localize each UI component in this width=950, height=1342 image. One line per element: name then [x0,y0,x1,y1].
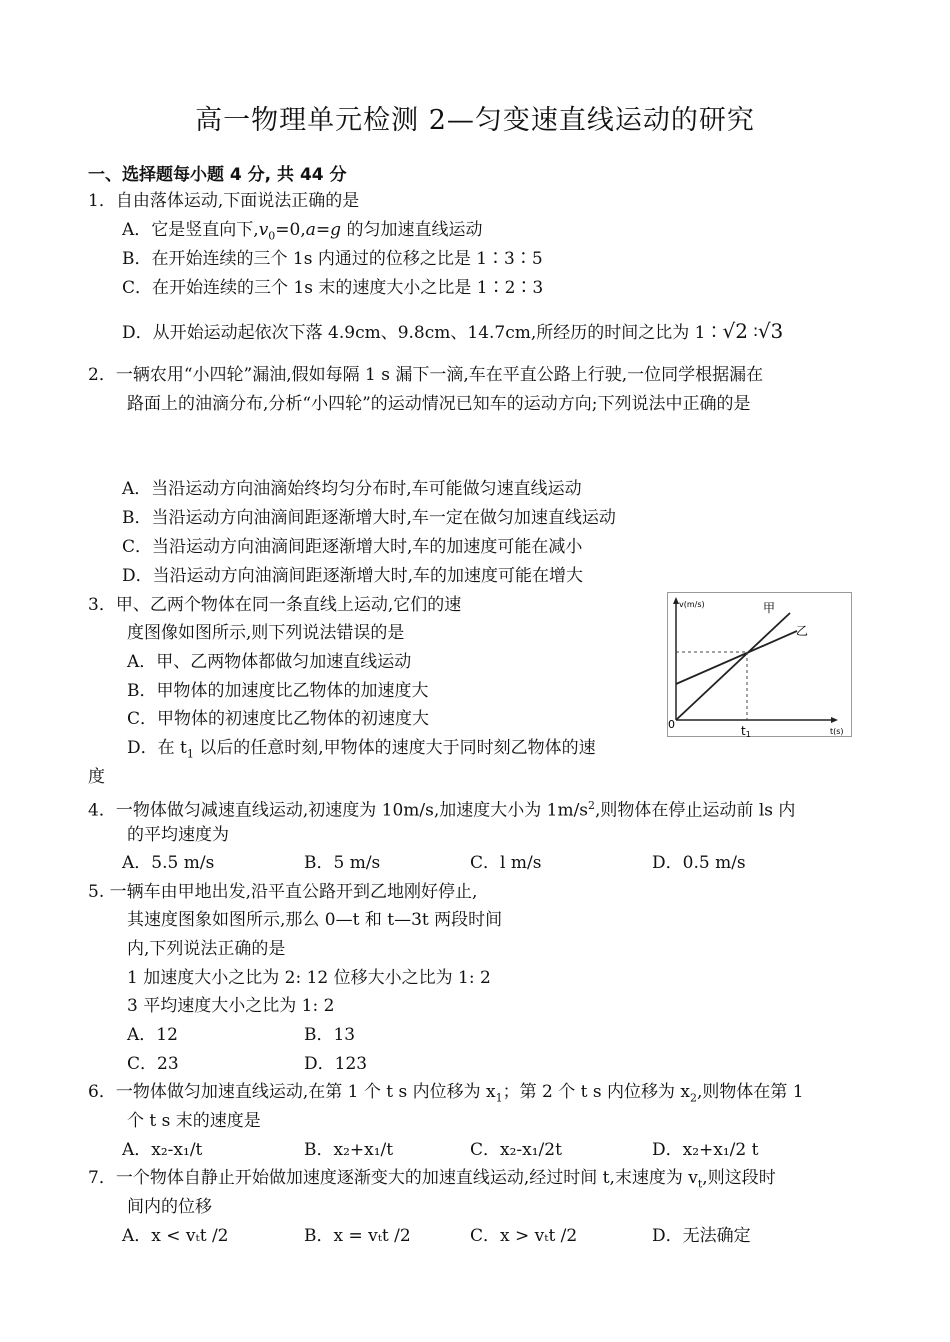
q6-l1-pre: 6．一物体做匀加速直线运动,在第 1 个 t s 内位移为 x [88,1082,496,1102]
q6-option-c: C．x₂-x₁/2t [470,1140,562,1160]
q7-option-c: C．x > vₜt /2 [470,1226,578,1246]
q6-l1-sub1: 1 [495,1091,503,1105]
q2-line-2: 路面上的油滴分布,分析“小四轮”的运动情况已知车的运动方向;下列说法中正确的是 [127,394,751,414]
label-t1-t: t [741,724,746,737]
label-yi: 乙 [796,624,809,638]
q6-l1-sub2: 2 [690,1091,697,1105]
q1-a-sub: 0 [268,229,276,243]
page-title: 高一物理单元检测 2—匀变速直线运动的研究 [195,105,755,136]
q2-option-d: D．当沿运动方向油滴间距逐渐增大时,车的加速度可能在增大 [122,566,584,586]
q1-d-colon: ∶ [747,323,758,343]
q5-line-2: 其速度图象如图所示,那么 0—t 和 t—3t 两段时间 [127,910,503,930]
q5-line-3: 内,下列说法正确的是 [127,939,286,959]
q6-line-2: 个 t s 末的速度是 [127,1111,261,1131]
graph-xlabel: t(s) [830,727,844,736]
q1-a-pre: A．它是竖直向下, [122,220,259,240]
q2-option-b: B．当沿运动方向油滴间距逐渐增大时,车一定在做匀加速直线运动 [122,508,616,528]
q1-a-g: g [330,220,342,240]
q4-option-b: B．5 m/s [304,853,381,873]
sqrt3: √3 [757,319,784,343]
q1-stem: 1．自由落体运动,下面说法正确的是 [88,191,360,211]
q1-d-pre: D．从开始运动起依次下落 4.9cm、9.8cm、14.7cm,所经历的时间之比为 1∶ [122,323,723,343]
q4-option-a: A．5.5 m/s [122,853,215,873]
label-t1-sub: 1 [745,730,751,737]
q3-option-d [127,737,596,765]
q6-l1-mid: ；第 2 个 t s 内位移为 x [502,1082,690,1102]
q5-option-c: C．23 [127,1054,179,1074]
q6-option-a: A．x₂-x₁/t [122,1140,203,1160]
q7-l1-sub: t [697,1177,703,1191]
q3-line-2: 度图像如图所示,则下列说法错误的是 [127,623,405,643]
q5-line-4: 1 加速度大小之比为 2: 12 位移大小之比为 1: 2 [127,968,491,988]
q4-l1-sup: 2 [588,799,596,812]
q1-a-v: v [258,220,269,240]
q6-option-d: D．x₂+x₁/2 t [652,1140,759,1160]
q1-option-a [122,219,482,247]
q4-option-d: D．0.5 m/s [652,853,746,873]
q7-option-b: B．x = vₜt /2 [304,1226,411,1246]
q3-d-pre: D．在 t [127,738,187,758]
q7-l1-pre: 7．一个物体自静止开始做加速度逐渐变大的加速直线运动,经过时间 t,末速度为 v [88,1168,698,1188]
q7-line-1 [88,1167,776,1195]
q3-option-a: A．甲、乙两物体都做匀加速直线运动 [127,652,412,672]
label-jia: 甲 [763,601,776,615]
q1-option-b: B．在开始连续的三个 1s 内通过的位移之比是 1∶3∶5 [122,249,543,269]
q1-a-eq: = [315,220,331,240]
graph-frame [668,593,852,737]
q6-l1-post: ,则物体在第 1 [697,1082,804,1102]
q3-option-d-tail: 度 [88,767,105,787]
q1-a-mid: =0, [275,220,306,240]
q3-d-post: 以后的任意时刻,甲物体的速度大于同时刻乙物体的速 [193,738,596,758]
q1-a-a: a [305,220,316,240]
q2-option-c: C．当沿运动方向油滴间距逐渐增大时,车的加速度可能在减小 [122,537,583,557]
q3-option-c: C．甲物体的初速度比乙物体的初速度大 [127,709,430,729]
section-heading: 一、选择题每小题 4 分, 共 44 分 [88,165,347,185]
q1-a-post: 的匀加速直线运动 [341,220,483,240]
sqrt2: √2 [722,319,748,343]
q5-option-b: B．13 [304,1025,356,1045]
q5-line-5: 3 平均速度大小之比为 1: 2 [127,996,335,1016]
q7-line-2: 间内的位移 [127,1197,212,1217]
q4-l1-post: ,则物体在停止运动前 ls 内 [595,800,796,821]
q6-line-1 [88,1081,804,1109]
q4-line-2: 的平均速度为 [127,825,229,845]
q4-l1-pre: 4．一物体做匀减速直线运动,初速度为 10m/s,加速度大小为 1m/s [88,800,589,821]
q4-option-c: C．l m/s [470,853,542,873]
q2-option-a: A．当沿运动方向油滴始终均匀分布时,车可能做匀速直线运动 [122,479,582,499]
q5-line-1: 5. 一辆车由甲地出发,沿平直公路开到乙地刚好停止, [88,882,478,902]
q3-d-sub: 1 [186,747,194,761]
graph-ylabel: v(m/s) [679,600,705,609]
q6-option-b: B．x₂+x₁/t [304,1140,394,1160]
q7-option-d: D．无法确定 [652,1226,751,1246]
q5-option-d: D．123 [304,1054,368,1074]
q1-option-d [122,320,783,344]
velocity-time-graph [667,592,852,737]
q3-option-b: B．甲物体的加速度比乙物体的加速度大 [127,681,429,701]
q1-option-c: C．在开始连续的三个 1s 末的速度大小之比是 1∶2∶3 [122,278,544,298]
q7-l1-post: ,则这段时 [702,1168,776,1188]
q5-option-a: A．12 [127,1025,178,1045]
q3-line-1: 3．甲、乙两个物体在同一条直线上运动,它们的速 [88,595,462,615]
graph-origin: 0 [668,718,675,731]
q4-line-1 [88,795,795,822]
q7-option-a: A．x < vₜt /2 [122,1226,229,1246]
q2-line-1: 2．一辆农用“小四轮”漏油,假如每隔 1 s 漏下一滴,车在平直公路上行驶,一位同学根据漏在 [88,365,764,385]
